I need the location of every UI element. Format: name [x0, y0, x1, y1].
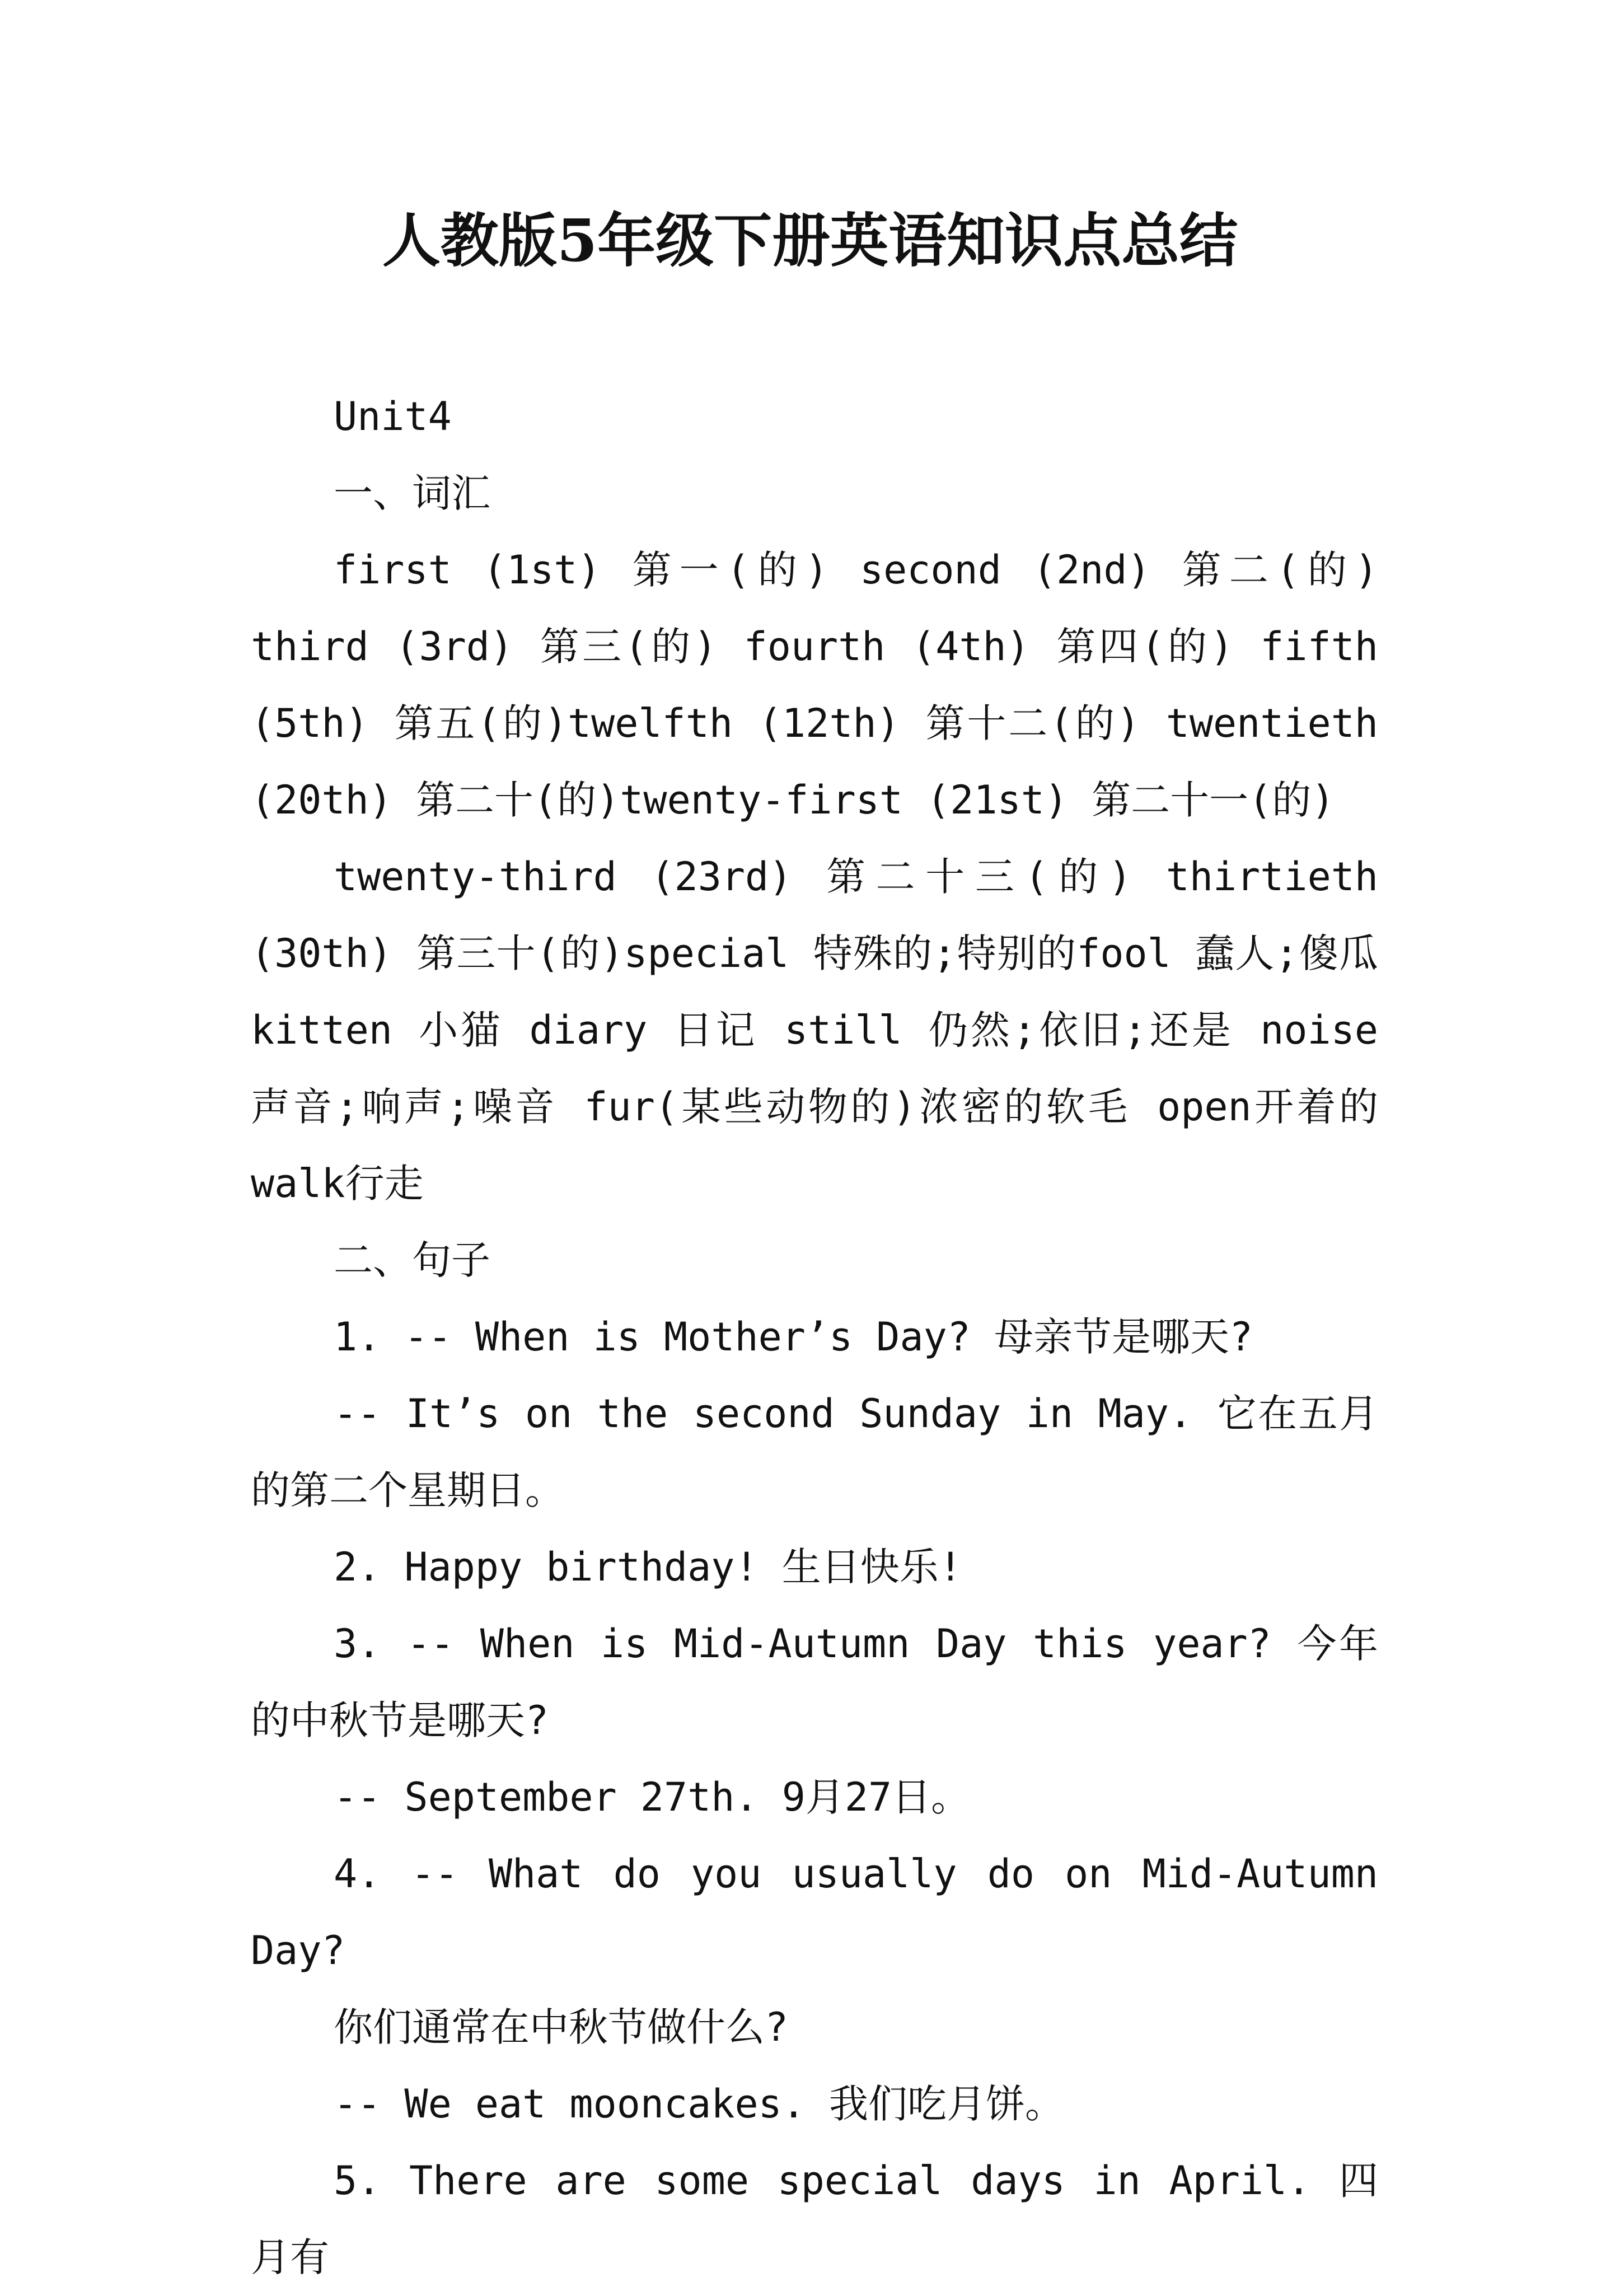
unit-heading: Unit4 — [334, 394, 452, 439]
vocabulary-paragraph: twenty-third (23rd) 第二十三(的) thirtieth (30th) 第三十(的)special 特殊的;特别的fool 蠢人;傻瓜 kitten 小猫 diary 日记 still 仍然;依旧;还是 noise 声音;响声;噪音 fur(某些动物的)浓密的软毛 open开着的 walk行走 — [251, 854, 1378, 1207]
sentence-item: 4. -- What do you usually do on Mid-Autumn Day? — [251, 1851, 1378, 1974]
sentence-item: -- It’s on the second Sunday in May. 它在五月的第二个星期日。 — [251, 1391, 1378, 1513]
sentence-item: 5. There are some special days in April. 四月有 — [251, 2158, 1378, 2280]
section-heading-vocabulary: 一、词汇 — [334, 470, 490, 516]
sentence-item: 1. -- When is Mother’s Day? 母亲节是哪天? — [334, 1314, 1253, 1360]
sentence-item: 2. Happy birthday! 生日快乐! — [334, 1544, 962, 1590]
vocabulary-paragraph: first (1st) 第一(的) second (2nd) 第二(的) third (3rd) 第三(的) fourth (4th) 第四(的) fifth (5th) 第五(的)twelfth (12th) 第十二(的) twentieth (20th) 第二十(的)twenty-first (21st) 第二十一(的) — [251, 547, 1378, 823]
sentence-item: 3. -- When is Mid-Autumn Day this year? 今年的中秋节是哪天? — [251, 1621, 1378, 1743]
sentence-item: 你们通常在中秋节做什么? — [334, 2004, 789, 2050]
document-body — [251, 378, 1378, 2296]
sentence-item: -- September 27th. 9月27日。 — [334, 1774, 971, 1820]
section-heading-sentences: 二、句子 — [334, 1237, 490, 1283]
document-title: 人教版5年级下册英语知识点总结 — [382, 206, 1238, 275]
sentence-item: -- We eat mooncakes. 我们吃月饼。 — [334, 2081, 1065, 2127]
